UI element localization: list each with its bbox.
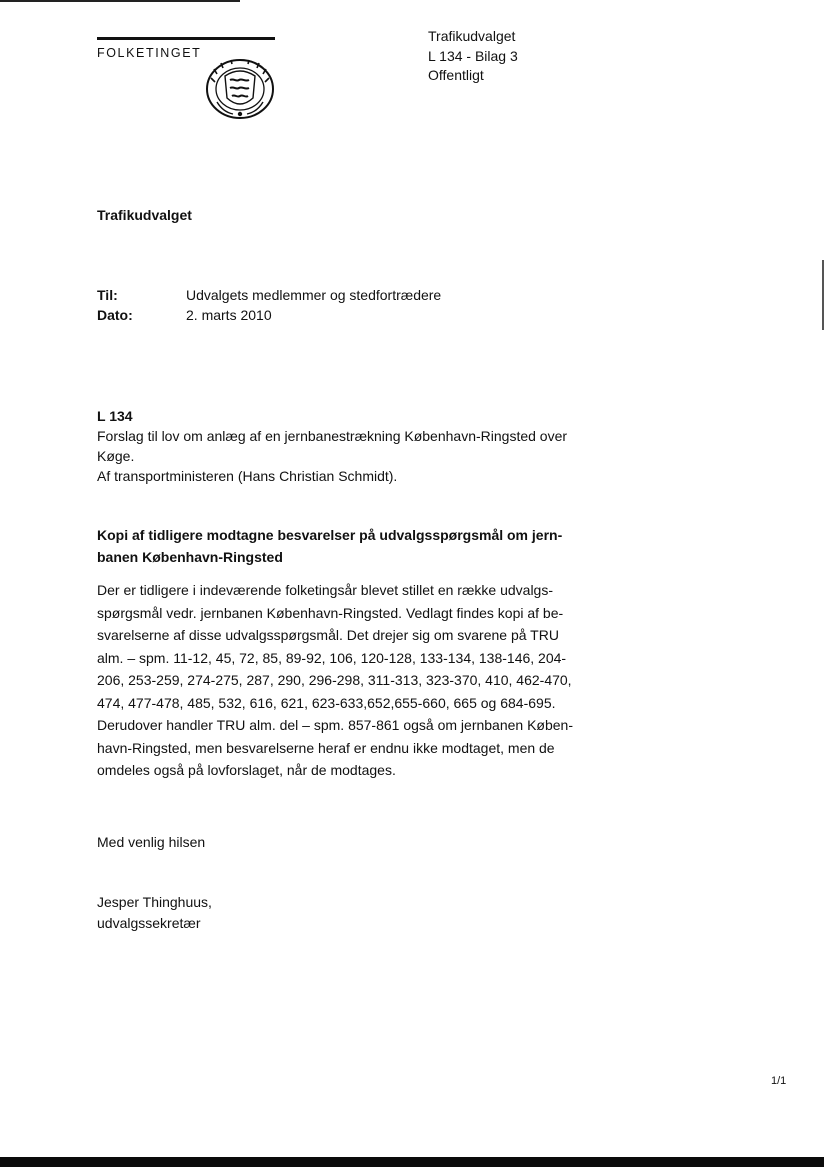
letterhead-rule <box>97 37 275 40</box>
body-paragraph-2 <box>97 714 587 782</box>
bill-block <box>97 406 587 486</box>
bill-number: L 134 <box>97 408 133 424</box>
paragraph-line: havn-Ringsted, men besvarelserne heraf er endnu ikke modtaget, men de <box>97 739 555 756</box>
closing-salutation: Med venlig hilsen <box>97 834 206 850</box>
memo-date-row <box>97 305 441 325</box>
paragraph-line: spørgsmål vedr. jernbanen København-Ringsted. Vedlagt findes kopi af be- <box>97 604 564 621</box>
paragraph-line: Derudover handler TRU alm. del – spm. 857-861 også om jernbanen Køben- <box>97 717 573 733</box>
date-value: 2. marts 2010 <box>186 307 272 323</box>
bill-title-line: Køge. <box>97 448 135 464</box>
memo-header <box>97 285 441 325</box>
committee-heading: Trafikudvalget <box>97 207 192 223</box>
date-label: Dato: <box>97 307 133 323</box>
scan-edge-bottom <box>0 1157 824 1167</box>
meta-status: Offentligt <box>428 67 484 83</box>
signature-block <box>97 892 212 934</box>
meta-committee: Trafikudvalget <box>428 28 516 44</box>
organization-name: FOLKETINGET <box>97 46 202 60</box>
bill-title-line: Forslag til lov om anlæg af en jernbanestrækning København-Ringsted over <box>97 428 568 444</box>
signer-title: udvalgssekretær <box>97 915 201 931</box>
subject-line: banen København-Ringsted <box>97 549 283 565</box>
body-paragraph-1 <box>97 579 587 714</box>
meta-bill-annex: L 134 - Bilag 3 <box>428 47 518 64</box>
page-number: 1/1 <box>771 1075 787 1087</box>
document-reference <box>428 27 518 86</box>
paragraph-line: omdeles også på lovforslaget, når de modtages. <box>97 762 396 778</box>
to-value: Udvalgets medlemmer og stedfortrædere <box>186 287 442 303</box>
memo-to-row <box>97 285 441 305</box>
signer-name: Jesper Thinghuus, <box>97 894 212 910</box>
paragraph-line: 474, 477-478, 485, 532, 616, 621, 623-633,652,655-660, 665 og 684-695. <box>97 694 556 711</box>
subject-line: Kopi af tidligere modtagne besvarelser på udvalgsspørgsmål om jern- <box>97 527 563 543</box>
paragraph-line: 206, 253-259, 274-275, 287, 290, 296-298, 311-313, 323-370, 410, 462-470, <box>97 672 572 688</box>
folketinget-seal-icon <box>203 58 277 120</box>
paragraph-line: svarelserne af disse udvalgsspørgsmål. Det drejer sig om svarene på TRU <box>97 627 559 643</box>
paragraph-line: Der er tidligere i indeværende folketingsår blevet stillet en række udvalgs- <box>97 582 553 598</box>
paragraph-line: alm. – spm. 11-12, 45, 72, 85, 89-92, 106, 120-128, 133-134, 138-146, 204- <box>97 649 567 666</box>
bill-presenter: Af transportministeren (Hans Christian Schmidt). <box>97 468 398 484</box>
to-label: Til: <box>97 287 118 303</box>
scan-edge-top <box>0 0 240 2</box>
subject-heading <box>97 524 587 568</box>
